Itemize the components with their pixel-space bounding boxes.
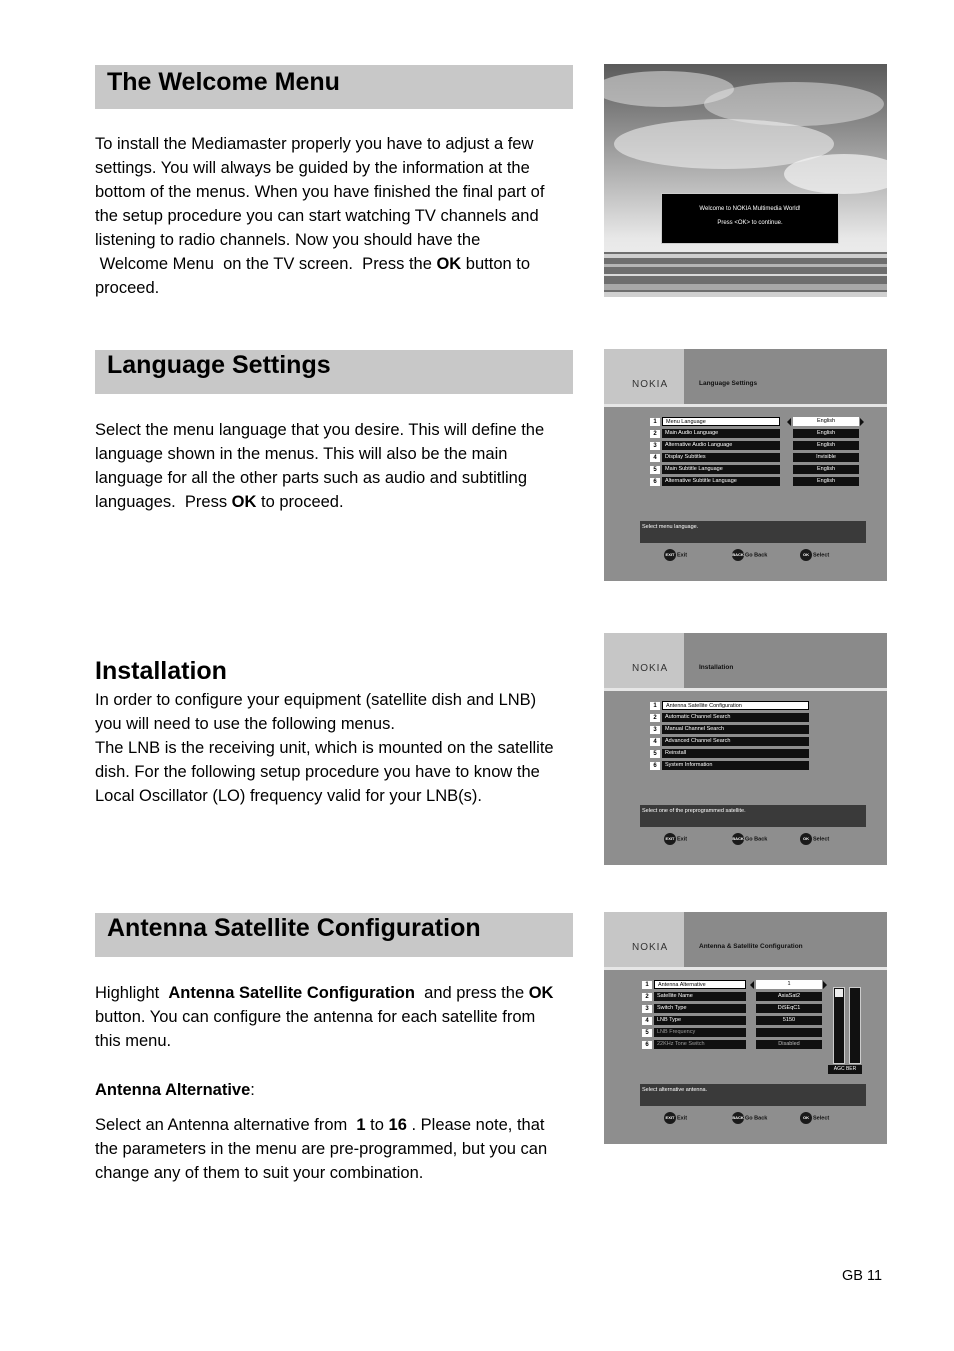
menu-item-main-audio[interactable]: Main Audio Language [662,429,780,438]
screenshot-welcome [604,64,887,297]
menu-item-alt-audio[interactable]: Alternative Audio Language [662,441,780,450]
brand-logo: NOKIA [632,663,669,674]
menu-item-auto-search[interactable]: Automatic Channel Search [662,713,809,722]
menu-num: 6 [650,762,660,770]
menu-item-display-subtitles[interactable]: Display Subtitles [662,453,780,462]
screen-title: Installation [699,664,734,671]
menu-item-main-subtitle[interactable]: Main Subtitle Language [662,465,780,474]
menu-num: 4 [650,454,660,462]
hint-bar: Select menu language. [640,521,866,543]
menu-value: English [793,441,859,450]
paragraph-installation: In order to configure your equipment (satellite dish and LNB) you will need to use the following menus. The LNB is the receiving unit, which is mounted on the satellite dish. For the following setup procedure you have to know the Local Oscillator (LO) frequency valid for your LNB(s). [95,691,554,805]
paragraph-antenna-alternative: Select an Antenna alternative from 1 to 16 . Please note, that the parameters in the menu are pre-programmed, but you can change any of them to suit your combination. [95,1116,548,1182]
back-icon: BACK [732,1112,744,1124]
agc-meter [833,987,845,1064]
exit-icon: EXIT [664,549,676,561]
screenshot-installation [604,633,887,865]
menu-item-reinstall[interactable]: Reinstall [662,749,809,758]
ber-meter [849,987,861,1064]
menu-value[interactable]: English [793,417,859,426]
section-header-welcome [95,65,573,109]
paragraph-welcome: To install the Mediamaster properly you have to adjust a few settings. You will always be guided by the information at the bottom of the menus. When you have finished the final part of the setup procedure you can start watching TV channels and listening to radio channels. Now you should have the Welcome Menu on the TV screen. Press the OK button to proceed. [95,135,545,297]
menu-num: 4 [650,738,660,746]
exit-icon: EXIT [664,1112,676,1124]
heading-installation: Installation [95,657,227,685]
menu-value: English [793,477,859,486]
paragraph-antenna: Highlight Antenna Satellite Configuration and press the OK button. You can configure the antenna for each satellite from this menu. [95,984,554,1050]
section-header-language [95,350,573,394]
exit-button[interactable]: EXIT Exit [664,1112,687,1124]
back-button[interactable]: BACKGo Back [732,549,767,561]
menu-num: 1 [642,981,652,989]
menu-item-alt-subtitle[interactable]: Alternative Subtitle Language [662,477,780,486]
arrow-left-icon [750,981,754,989]
select-button[interactable]: OK Select [800,549,829,561]
menu-value: English [793,465,859,474]
welcome-dialog [661,193,839,244]
menu-num: 2 [642,993,652,1001]
hint-bar: Select one of the preprogrammed satellite. [640,805,866,827]
menu-item-antenna-config[interactable]: Antenna Satellite Configuration [662,701,809,710]
heading-antenna: Antenna Satellite Configuration [107,914,481,942]
menu-num: 2 [650,430,660,438]
menu-num: 1 [650,418,660,426]
menu-num: 2 [650,714,660,722]
back-button[interactable]: BACKGo Back [732,833,767,845]
welcome-dialog-line2: Press <OK> to continue. [717,220,783,226]
menu-value: Invisible [793,453,859,462]
screenshot-language [604,349,887,581]
menu-num: 1 [650,702,660,710]
back-icon: BACK [732,833,744,845]
menu-num: 3 [642,1005,652,1013]
page-number: GB 11 [842,1268,883,1284]
sub-heading-antenna-alternative: Antenna Alternative: [95,1081,255,1099]
menu-item-22khz-tone[interactable]: 22KHz Tone Switch [654,1040,746,1049]
menu-item-menu-language[interactable]: Menu Language [662,417,780,426]
menu-value [756,1028,822,1037]
heading-welcome: The Welcome Menu [107,68,340,96]
beach-sky-image [604,64,887,297]
back-button[interactable]: BACKGo Back [732,1112,767,1124]
screen-title: Language Settings [699,380,758,387]
brand-logo: NOKIA [632,942,669,953]
screen-title: Antenna & Satellite Configuration [699,943,803,950]
menu-num: 4 [642,1017,652,1025]
menu-item-switch-type[interactable]: Switch Type [654,1004,746,1013]
back-icon: BACK [732,549,744,561]
menu-item-advanced-search[interactable]: Advanced Channel Search [662,737,809,746]
brand-logo: NOKIA [632,379,669,390]
menu-num: 5 [650,750,660,758]
select-button[interactable]: OK Select [800,833,829,845]
ok-icon: OK [800,549,812,561]
menu-num: 6 [650,478,660,486]
exit-button[interactable]: EXIT Exit [664,549,687,561]
menu-num: 5 [650,466,660,474]
menu-num: 6 [642,1041,652,1049]
ok-icon: OK [800,833,812,845]
menu-item-system-info[interactable]: System Information [662,761,809,770]
hint-bar: Select alternative antenna. [640,1084,866,1106]
ok-icon: OK [800,1112,812,1124]
menu-value: DiSEqC1 [756,1004,822,1013]
menu-num: 5 [642,1029,652,1037]
menu-value: AsiaSat2 [756,992,822,1001]
paragraph-language: Select the menu language that you desire. This will define the language shown in the menus. This will also be the main language for all the other parts such as audio and subtitling languages. Press OK to proceed. [95,421,545,511]
menu-num: 3 [650,726,660,734]
menu-value: 5150 [756,1016,822,1025]
menu-item-antenna-alternative[interactable]: Antenna Alternative [654,980,746,989]
menu-item-manual-search[interactable]: Manual Channel Search [662,725,809,734]
arrow-right-icon [823,981,827,989]
exit-icon: EXIT [664,833,676,845]
menu-item-lnb-frequency[interactable]: LNB Frequency [654,1028,746,1037]
menu-num: 3 [650,442,660,450]
menu-value[interactable]: 1 [756,980,822,989]
arrow-left-icon [787,418,791,426]
welcome-dialog-line1: Welcome to NOKIA Multimedia World! [699,206,801,212]
screenshot-antenna [604,912,887,1144]
arrow-right-icon [860,418,864,426]
exit-button[interactable]: EXIT Exit [664,833,687,845]
meter-label: AGC BER [828,1065,862,1074]
menu-item-lnb-type[interactable]: LNB Type [654,1016,746,1025]
select-button[interactable]: OK Select [800,1112,829,1124]
menu-value: English [793,429,859,438]
menu-item-satellite-name[interactable]: Satellite Name [654,992,746,1001]
heading-language: Language Settings [107,351,331,379]
menu-value: Disabled [756,1040,822,1049]
section-header-antenna [95,913,573,957]
